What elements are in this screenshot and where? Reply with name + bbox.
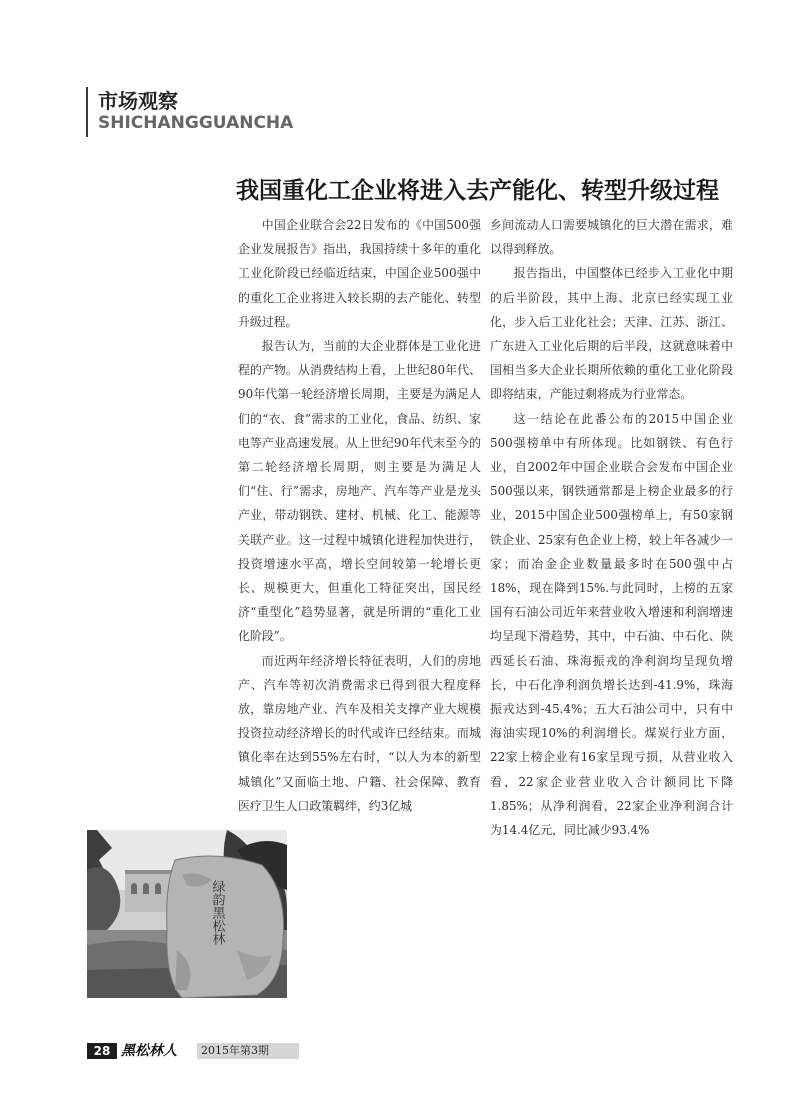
stone-photo-illustration (87, 830, 287, 998)
section-title-cn: 市场观察 (98, 89, 178, 113)
article-paragraph: 报告认为，当前的大企业群体是工业化进程的产物。从消费结构上看，上世纪80年代、90年代第一轮经济增长周期，主要是为满足人们的“衣、食”需求的工业化，食品、纺织、家电等产业高速发展。从上世纪90年代末至今的第二轮经济增长周期，则主要是为满足人们“住、行”需求，房地产、汽车等产业是龙头产业，带动钢铁、建材、机械、化工、能源等关联产业。这一过程中城镇化进程加快进行，投资增速水平高，增长空间较第一轮增长更长、规模更大，但重化工特征突出，国民经济“重型化”趋势显著，就是所谓的“重化工业化阶段”。 (238, 339, 481, 644)
inscribed-stone-photo (87, 830, 287, 998)
magazine-name: 黑松林人 (121, 1043, 177, 1059)
page-number: 28 (87, 1043, 117, 1059)
article-paragraph: 报告指出，中国整体已经步入工业化中期的后半阶段，其中上海、北京已经实现工业化，步入后工业化社会；天津、江苏、浙江、广东进入工业化后期的后半段，这就意味着中国相当多大企业长期所依赖的重化工业化阶段即将结束，产能过剩将成为行业常态。 (490, 266, 733, 402)
article-column-right (490, 213, 733, 842)
stone-inscription: 绿韵黑松林 (209, 880, 225, 945)
article-paragraph: 中国企业联合会22日发布的《中国500强企业发展报告》指出，我国持续十多年的重化工业化阶段已经临近结束，中国企业500强中的重化工企业将进入较长期的去产能化、转型升级过程。 (238, 218, 481, 329)
section-title-en: SHICHANGGUANCHA (98, 113, 294, 133)
article-paragraph: 乡间流动人口需要城镇化的巨大潜在需求，难以得到释放。 (490, 218, 733, 257)
issue-label: 2015年第3期 (197, 1043, 299, 1059)
section-divider-bar (86, 87, 88, 137)
article-paragraph: 而近两年经济增长特征表明，人们的房地产、汽车等初次消费需求已得到很大程度释放，靠房地产业、汽车及相关支撑产业大规模投资拉动经济增长的时代或许已经结束。而城镇化率在达到55%左右时，“以人为本的新型城镇化”又面临土地、户籍、社会保障、教育医疗卫生人口政策羁绊，约3亿城 (238, 653, 481, 813)
article-column-left (238, 213, 481, 818)
article-paragraph: 这一结论在此番公布的2015中国企业500强榜单中有所体现。比如钢铁、有色行业，自2002年中国企业联合会发布中国企业500强以来，钢铁通常都是上榜企业最多的行业，2015中国企业500强榜单上，有50家钢铁企业、25家有色企业上榜，较上年各减少一家；而冶金企业数量最多时在500强中占18%，现在降到15%.与此同时，上榜的五家国有石油公司近年来营业收入增速和利润增速均呈现下滑趋势，其中，中石油、中石化、陕西延长石油、珠海振戎的净利润均呈现负增长，中石化净利润负增长达到-41.9%，珠海振戎达到-45.4%；五大石油公司中，只有中海油实现10%的利润增长。煤炭行业方面，22家上榜企业有16家呈现亏损，从营业收入看，22家企业营业收入合计额同比下降1.85%；从净利润看，22家企业净利润合计为14.4亿元，同比减少93.4% (490, 411, 733, 838)
article-title: 我国重化工企业将进入去产能化、转型升级过程 (236, 177, 719, 204)
